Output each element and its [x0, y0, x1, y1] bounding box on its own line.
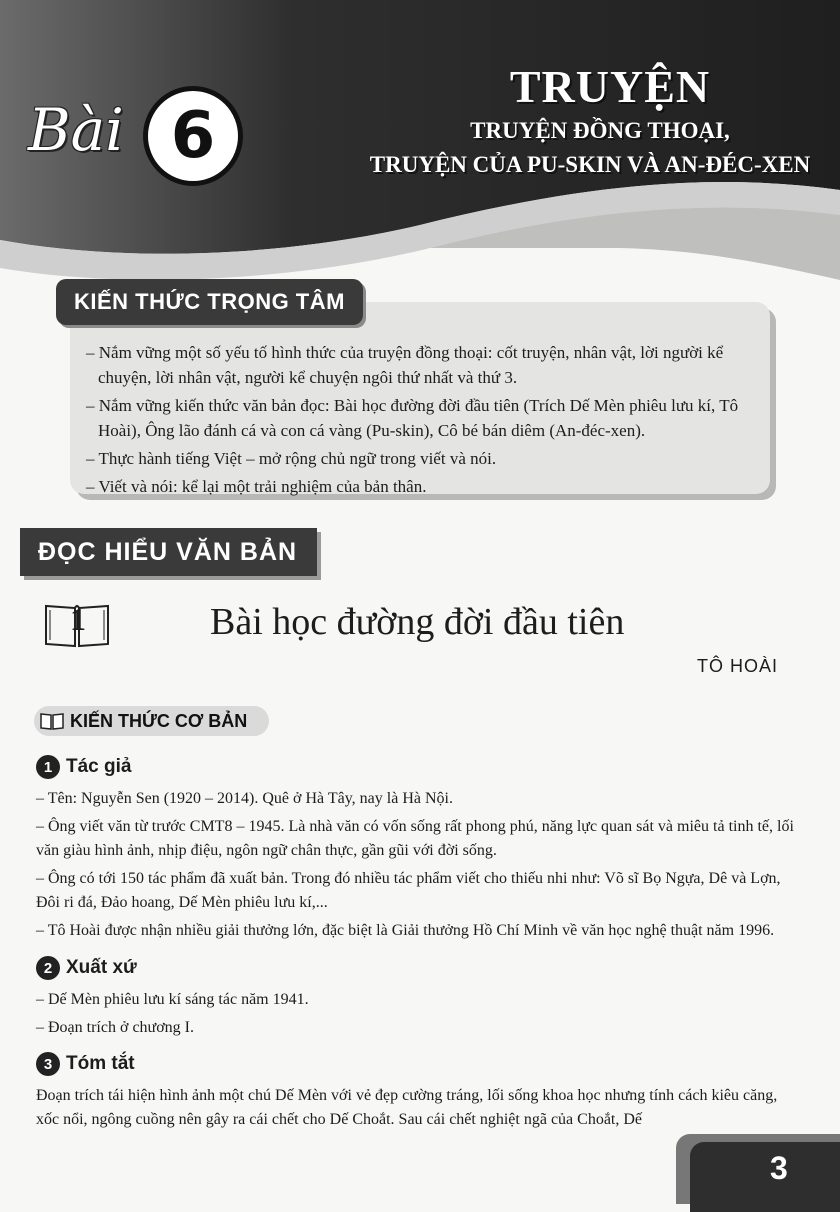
origin-info: [36, 988, 800, 1044]
list-item: – Tên: Nguyễn Sen (1920 – 2014). Quê ở Hà Tây, nay là Hà Nội.: [36, 790, 453, 807]
lesson-index: 1: [70, 601, 86, 637]
section-number: 1: [36, 755, 60, 779]
subtitle-line-2: TRUYỆN CỦA PU-SKIN VÀ AN-ĐÉC-XEN: [369, 152, 811, 177]
key-knowledge-heading: KIẾN THỨC TRỌNG TÂM: [56, 279, 363, 325]
list-item: – Thực hành tiếng Việt – mở rộng chủ ngữ trong viết và nói.: [86, 449, 497, 468]
section-number: 3: [36, 1052, 60, 1076]
list-item: – Đoạn trích ở chương I.: [36, 1019, 194, 1036]
lesson-author: TÔ HOÀI: [697, 656, 779, 676]
key-knowledge-list: [86, 340, 758, 502]
page-number-tab: [690, 1142, 840, 1212]
summary-text: [36, 1084, 800, 1136]
lesson-title: Bài học đường đời đầu tiên: [210, 601, 625, 643]
list-item: – Tô Hoài được nhận nhiều giải thưởng lớn, đặc biệt là Giải thưởng Hồ Chí Minh về văn học nghệ thuật năm 1996.: [36, 922, 775, 939]
list-item: – Nắm vững kiến thức văn bản đọc: Bài học đường đời đầu tiên (Trích Dế Mèn phiêu lưu kí, Tô Hoài), Ông lão đánh cá và con cá vàng (Pu-skin), Cô bé bán diêm (An-đéc-xen).: [86, 396, 739, 440]
list-item: – Nắm vững một số yếu tố hình thức của truyện đồng thoại: cốt truyện, nhân vật, lời người kể chuyện, lời nhân vật, người kể chuyện ngôi thứ nhất và thứ 3.: [86, 343, 724, 387]
basic-knowledge-heading: KIẾN THỨC CƠ BẢN: [34, 706, 269, 736]
section-number: 2: [36, 956, 60, 980]
lesson-label: Bài: [28, 96, 124, 164]
book-icon: [40, 712, 64, 730]
list-item: – Dế Mèn phiêu lưu kí sáng tác năm 1941.: [36, 991, 309, 1008]
list-item: – Viết và nói: kể lại một trải nghiệm của bản thân.: [86, 477, 427, 496]
section-title: Xuất xứ: [66, 957, 137, 978]
section-title: Tóm tắt: [66, 1053, 135, 1074]
page-number: 3: [770, 1150, 788, 1186]
section-summary-heading: [36, 1052, 135, 1076]
section-origin-heading: [36, 956, 137, 980]
lesson-number-badge: [143, 86, 243, 186]
list-item: – Ông có tới 150 tác phẩm đã xuất bản. Trong đó nhiều tác phẩm viết cho thiếu nhi như: Võ sĩ Bọ Ngựa, Dê và Lợn, Đôi ri đá, Đảo hoang, Dế Mèn phiêu lưu kí,...: [36, 870, 781, 911]
list-item: – Ông viết văn từ trước CMT8 – 1945. Là nhà văn có vốn sống rất phong phú, năng lực quan sát và miêu tả tinh tế, lối văn giàu hình ảnh, nhịp điệu, ngôn ngữ chân thực, gần gũi với đời sống.: [36, 818, 794, 859]
summary-paragraph: Đoạn trích tái hiện hình ảnh một chú Dế Mèn với vẻ đẹp cường tráng, lối sống khoa học nhưng tính cách kiêu căng, xốc nổi, ngông cuồng nên gây ra cái chết cho Dế Choắt. Sau cái chết nghiệt ngã của Choắt, Dế: [36, 1087, 778, 1128]
lesson-number: 6: [170, 99, 216, 173]
author-info: [36, 787, 800, 947]
section-title: Tác giả: [66, 756, 132, 777]
section-banner: ĐỌC HIỂU VĂN BẢN: [20, 528, 317, 576]
page-title: TRUYỆN: [509, 61, 711, 112]
header-banner: [0, 0, 840, 290]
subtitle-line-1: TRUYỆN ĐỒNG THOẠI,: [470, 118, 730, 143]
section-author-heading: [36, 755, 131, 779]
